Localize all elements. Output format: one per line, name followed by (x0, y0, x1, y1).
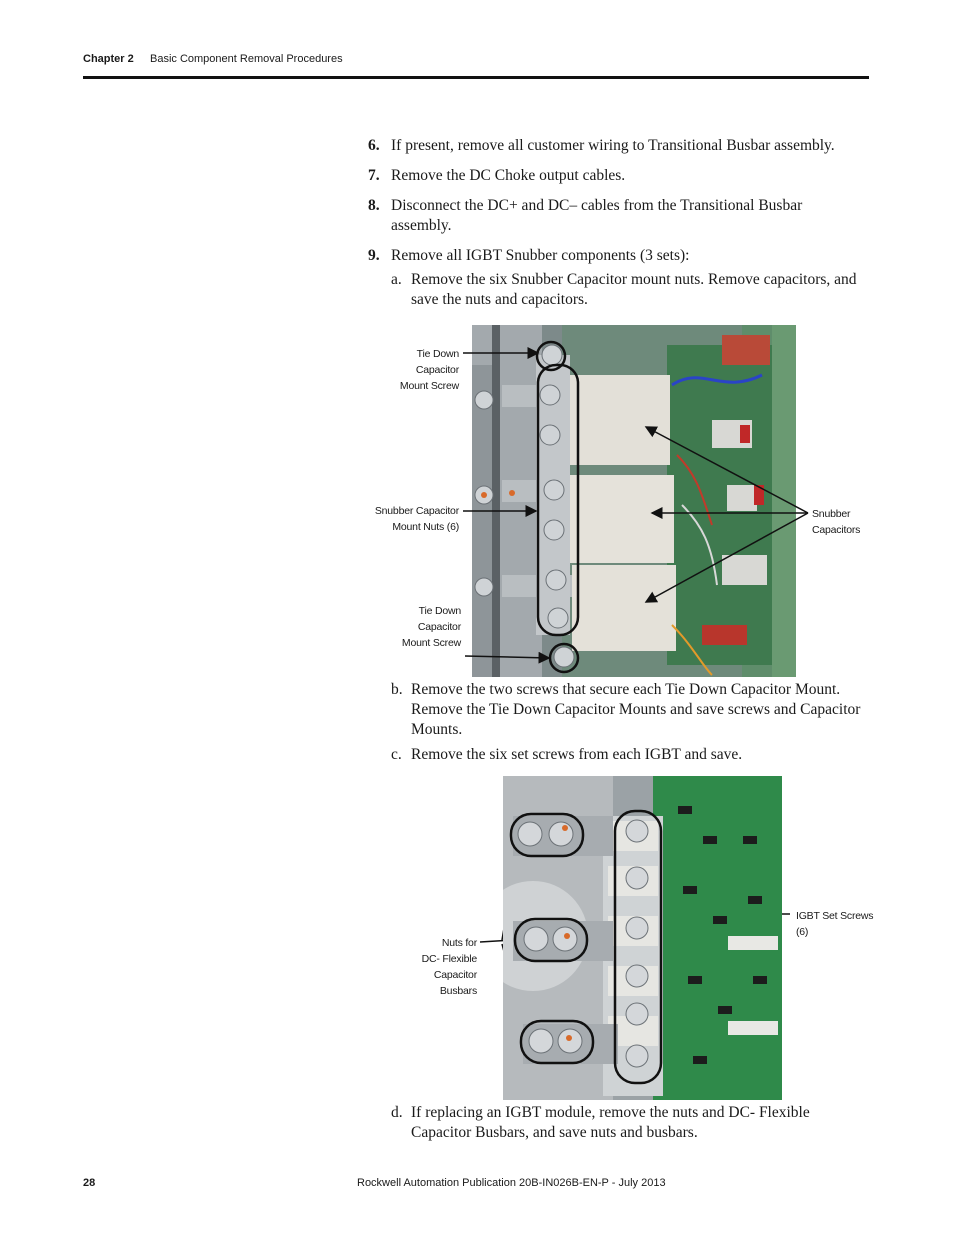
step-number: 9. (368, 247, 380, 264)
label-line: Capacitor (415, 364, 459, 376)
substep-text: If replacing an IGBT module, remove the nuts and DC- Flexible Capacitor Busbars, and save nuts and busbars. (411, 1104, 810, 1141)
label-line: Snubber Capacitor (374, 505, 459, 517)
label-line: Snubber (812, 508, 851, 520)
label-line: Tie Down (416, 348, 459, 360)
substep-letter: c. (391, 746, 402, 763)
label-tie-down-bottom (372, 603, 461, 651)
igbt-set-screws-photo (503, 776, 782, 1100)
substep-letter: d. (391, 1104, 403, 1121)
step-number: 6. (368, 137, 380, 154)
label-snubber-capacitors (812, 506, 892, 538)
label-line: DC- Flexible (421, 953, 477, 965)
step-number: 7. (368, 167, 380, 184)
publication-info: Rockwell Automation Publication 20B-IN026B-EN-P - July 2013 (357, 1177, 666, 1189)
label-nuts-for-busbars (400, 935, 477, 999)
label-line: Tie Down (418, 605, 461, 617)
label-line: Capacitor (417, 621, 461, 633)
label-line: Nuts for (441, 937, 477, 949)
step-text: Remove the DC Choke output cables. (391, 167, 626, 184)
substep-text: Remove the two screws that secure each Tie Down Capacitor Mount. Remove the Tie Down Capacitor Mounts and save screws and Capacitor Mounts. (411, 681, 861, 738)
label-line: Mount Screw (399, 380, 459, 392)
page-number: 28 (83, 1177, 96, 1189)
label-igbt-set-screws (796, 908, 886, 940)
substep-text: Remove the six Snubber Capacitor mount nuts. Remove capacitors, and save the nuts and capacitors. (411, 271, 857, 308)
substep-letter: b. (391, 681, 403, 698)
step-text: Disconnect the DC+ and DC– cables from the Transitional Busbar assembly. (391, 197, 803, 234)
label-line: IGBT Set Screws (796, 910, 874, 922)
label-tie-down-top (370, 346, 459, 394)
label-line: (6) (796, 926, 809, 938)
step-text: Remove all IGBT Snubber components (3 sets): (391, 247, 690, 264)
label-line: Mount Screw (401, 637, 461, 649)
label-mount-nuts (350, 503, 459, 535)
step-text: If present, remove all customer wiring to Transitional Busbar assembly. (391, 137, 835, 154)
label-line: Capacitors (812, 524, 861, 536)
chapter-label: Chapter 2 (83, 53, 134, 65)
label-line: Capacitor (433, 969, 477, 981)
substep-letter: a. (391, 271, 402, 288)
label-line: Busbars (439, 985, 477, 997)
step-number: 8. (368, 197, 380, 214)
label-line: Mount Nuts (6) (392, 521, 459, 533)
chapter-title: Basic Component Removal Procedures (150, 53, 343, 65)
substep-text: Remove the six set screws from each IGBT and save. (411, 746, 743, 763)
